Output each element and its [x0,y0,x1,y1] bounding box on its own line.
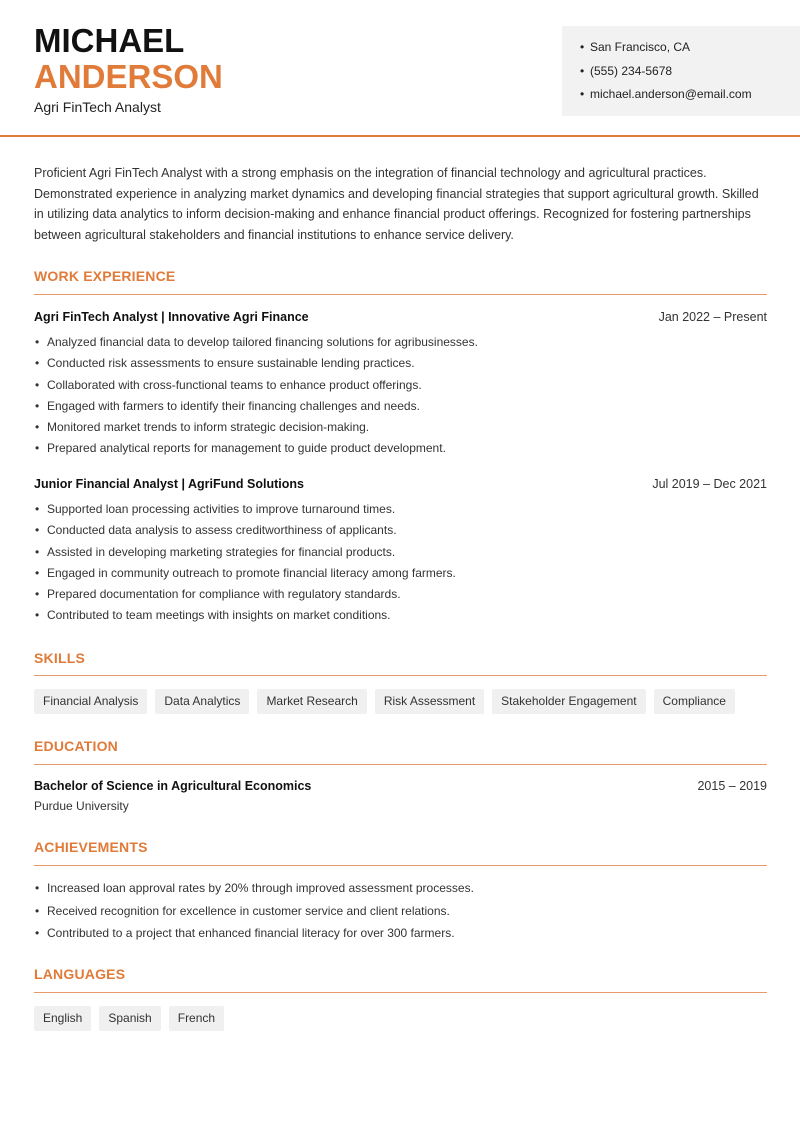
job-bullets [34,502,767,630]
list-item: • Engaged with farmers to identify their financing challenges and needs. [34,399,767,420]
list-item: • Received recognition for excellence in customer service and client relations. [34,904,767,927]
education-header [34,779,767,793]
section-title-education: EDUCATION [34,738,118,754]
section-title-work: WORK EXPERIENCE [34,268,176,284]
degree: Bachelor of Science in Agricultural Economics [34,779,312,793]
job-entry [34,477,767,630]
first-name: MICHAEL [34,22,185,59]
bullet-icon: • [580,40,585,54]
list-item: • Prepared analytical reports for management to guide product development. [34,441,767,462]
language-tag: English [34,1006,91,1031]
school-name: Purdue University [34,799,129,813]
skill-tag: Market Research [257,689,366,714]
achievements-list [34,881,767,949]
job-entry [34,310,767,463]
list-item: • Supported loan processing activities to improve turnaround times. [34,502,767,523]
section-divider [34,675,767,676]
list-item: • Collaborated with cross-functional teams to enhance product offerings. [34,378,767,399]
last-name: ANDERSON [34,58,223,95]
job-bullets [34,335,767,463]
list-item: • Monitored market trends to inform strategic decision-making. [34,420,767,441]
job-dates: Jul 2019 – Dec 2021 [652,477,767,491]
section-divider [34,865,767,866]
skill-tag: Risk Assessment [375,689,484,714]
education-dates: 2015 – 2019 [697,779,767,793]
list-item: • Prepared documentation for compliance with regulatory standards. [34,587,767,608]
section-title-skills: SKILLS [34,650,85,666]
list-item: • Increased loan approval rates by 20% through improved assessment processes. [34,881,767,904]
section-title-achievements: ACHIEVEMENTS [34,839,148,855]
candidate-name [34,24,223,94]
resume-header [0,0,800,137]
section-divider [34,294,767,295]
section-title-languages: LANGUAGES [34,966,126,982]
contact-location: • San Francisco, CA [580,40,800,64]
skill-tag: Financial Analysis [34,689,147,714]
contact-phone: • (555) 234-5678 [580,64,800,88]
list-item: • Contributed to a project that enhanced financial literacy for over 300 farmers. [34,926,767,949]
professional-summary: Proficient Agri FinTech Analyst with a strong emphasis on the integration of financial technology and agricultural practices. Demonstrated experience in analyzing market dynamics and developing financial strategies that support agricultural growth. Skilled in utilizing data analytics to inform decision-making and enhance financial product offerings. Recognized for fostering partnerships between agricultural stakeholders and financial institutions to enhance service delivery. [34,166,759,243]
language-tag: Spanish [99,1006,160,1031]
list-item: • Assisted in developing marketing strategies for financial products. [34,545,767,566]
contact-box [562,26,800,116]
job-header [34,310,767,324]
list-item: • Analyzed financial data to develop tailored financing solutions for agribusinesses. [34,335,767,356]
job-title: Agri FinTech Analyst [34,99,161,115]
bullet-icon: • [580,63,585,78]
language-tag: French [169,1006,224,1031]
skill-tag: Compliance [654,689,735,714]
contact-email[interactable]: • michael.anderson@email.com [580,87,800,111]
language-tags [34,1006,224,1031]
skill-tag: Stakeholder Engagement [492,689,645,714]
section-divider [34,992,767,993]
list-item: • Conducted data analysis to assess creditworthiness of applicants. [34,523,767,544]
job-role: Agri FinTech Analyst | Innovative Agri Finance [34,310,309,324]
education-entry [34,779,767,813]
skills-tags [34,689,735,714]
list-item: • Contributed to team meetings with insights on market conditions. [34,608,767,629]
job-dates: Jan 2022 – Present [658,310,767,324]
job-header [34,477,767,491]
bullet-icon: • [580,87,585,101]
list-item: • Engaged in community outreach to promote financial literacy among farmers. [34,566,767,587]
list-item: • Conducted risk assessments to ensure sustainable lending practices. [34,356,767,377]
skill-tag: Data Analytics [155,689,249,714]
section-divider [34,764,767,765]
job-role: Junior Financial Analyst | AgriFund Solutions [34,477,304,491]
